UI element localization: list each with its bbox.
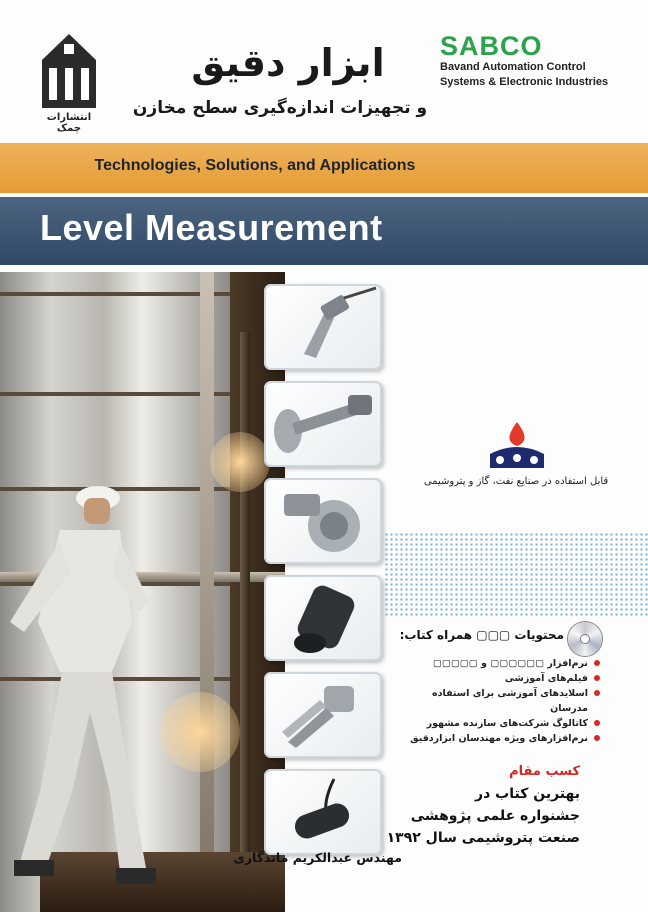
list-item: نرم‌افزارهای ویژه مهندسان ابزاردقیق (392, 731, 600, 746)
sabco-line-1: Bavand Automation Control (440, 61, 586, 73)
industrial-photo (0, 272, 285, 912)
bullet-icon (594, 675, 600, 681)
author-name: مهندس عبدالکریم ماندگاری (233, 850, 402, 865)
sabco-name: SABCO (440, 31, 543, 61)
dotted-decoration (384, 532, 648, 618)
publisher-logo-text: انتشارات چمک (46, 112, 92, 134)
bullet-icon (594, 735, 600, 741)
award-line-2: جشنواره علمی پژوهشی (410, 808, 580, 824)
cd-icon (568, 622, 602, 656)
sensor-image-displacer (264, 478, 382, 564)
sensor-image-float-switch (264, 769, 382, 855)
cd-contents-title: محتویات ▢▢▢ همراه کتاب: (399, 628, 564, 642)
orange-band-text: Technologies, Solutions, and Applications (94, 157, 416, 174)
list-item: کاتالوگ شرکت‌های سازنده مشهور (392, 716, 600, 731)
sabco-brand (440, 32, 640, 90)
bullet-icon (594, 660, 600, 666)
blue-band-title: Level Measurement (40, 207, 383, 248)
oil-industry-emblem (486, 420, 548, 472)
worker-figure (0, 472, 170, 912)
sensor-image-vibrating-fork (264, 672, 382, 758)
oil-industry-note: قابل استفاده در صنایع نفت، گاز و پتروشیمی (423, 476, 609, 487)
sensor-image-flange-probe (264, 381, 382, 467)
publisher-logo (34, 30, 104, 135)
sensor-image-radar-horn (264, 284, 382, 370)
award-line-1: بهترین کتاب در (475, 786, 580, 802)
book-title: ابزار دقیق (191, 41, 385, 85)
sabco-line-2: Systems & Electronic Industries (440, 76, 609, 88)
bullet-icon (594, 690, 600, 696)
list-item: نرم‌افزار ▢▢▢▢▢▢ و ▢▢▢▢▢ (392, 656, 600, 671)
award-title: کسب مقام (509, 764, 580, 779)
list-item: اسلایدهای آموزشی برای استفاده مدرسان (392, 686, 600, 716)
list-item: فیلم‌های آموزشی (392, 671, 600, 686)
cd-contents-list (392, 656, 600, 746)
bullet-icon (594, 720, 600, 726)
award-line-3: صنعت پتروشیمی سال ۱۳۹۲ (386, 830, 580, 846)
sensor-image-ultrasonic (264, 575, 382, 661)
book-subtitle: و تجهیزات اندازه‌گیری سطح مخازن (132, 98, 428, 118)
